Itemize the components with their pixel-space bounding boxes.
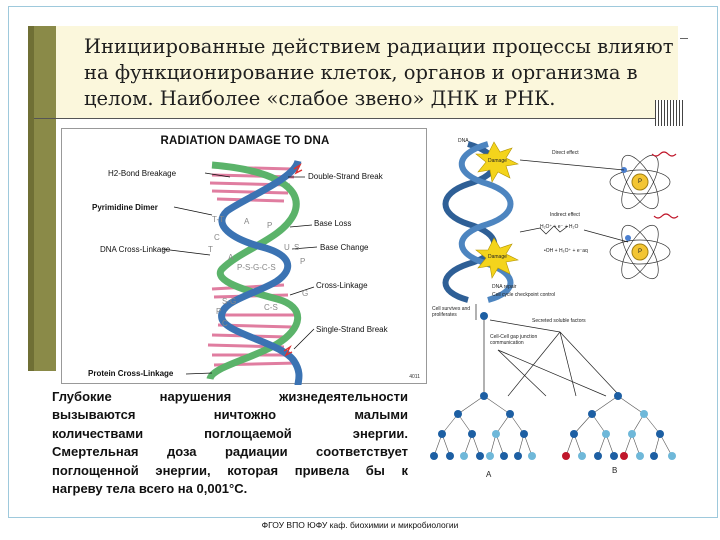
particle-label-top: P xyxy=(638,179,643,185)
gap-junction-label: Cell-Cell gap junction communication xyxy=(490,334,538,346)
figure-title: RADIATION DAMAGE TO DNA xyxy=(160,135,330,147)
title-decorative-rule xyxy=(655,100,683,126)
title-line-2: на функционирование клеток, органов и организма в xyxy=(84,61,638,84)
side-accent-stripe xyxy=(28,26,34,371)
particle-label-bottom: P xyxy=(638,249,643,255)
label-double-strand-break: Double-Strand Break xyxy=(308,172,383,181)
figure-number: 4011 xyxy=(409,374,420,380)
base-letter: T xyxy=(208,245,213,254)
corner-tick xyxy=(680,38,688,39)
body-line-4: Смертельная доза радиации соответствует xyxy=(52,444,408,460)
panel-a-label: A xyxy=(486,470,492,479)
flow-arrows xyxy=(476,160,628,396)
dna-repair-label: DNA repair xyxy=(492,284,517,290)
body-line-2: вызываются ничтожно малыми xyxy=(52,407,408,423)
title-line-1: Инициированные действием радиации процессы влияют xyxy=(84,35,674,58)
base-letter: P-S-G-C-S xyxy=(237,263,276,272)
base-letter: A xyxy=(228,253,234,262)
label-protein-cross-linkage: Protein Cross-Linkage xyxy=(88,369,174,378)
body-line-6: нагреву тела всего на 0,001°С. xyxy=(52,481,248,497)
checkpoint-label: Cell cycle checkpoint control xyxy=(492,292,556,298)
secreted-factors-label: Secreted soluble factors xyxy=(532,318,586,324)
base-letter: S xyxy=(294,243,300,252)
base-letter: G xyxy=(302,289,309,298)
direct-effect-label: Direct effect xyxy=(552,150,579,156)
cell-survives-label: Cell survives and proliferates xyxy=(432,306,471,318)
base-letter: C-S xyxy=(264,303,278,312)
label-dna-cross-linkage: DNA Cross-Linkage xyxy=(100,245,171,254)
radiation-wave-bottom xyxy=(654,214,678,218)
slide-title xyxy=(84,34,674,112)
label-cross-linkage: Cross-Linkage xyxy=(316,281,368,290)
base-letter: A xyxy=(244,217,250,226)
base-letter: S-G xyxy=(222,297,237,306)
panel-b-label: B xyxy=(612,466,618,475)
base-letter: P xyxy=(267,221,273,230)
base-letter: P xyxy=(300,257,306,266)
cell-lineage-tree-b xyxy=(566,396,672,456)
body-line-3: количествами поглощаемой энергии. xyxy=(52,425,408,441)
base-letter: C xyxy=(214,233,220,242)
reaction-1: H₂O⁺ + e⁻ + H₂O xyxy=(540,224,579,230)
title-line-3: целом. Наиболее «слабое звено» ДНК и РНК. xyxy=(84,87,556,110)
footer-text: ФГОУ ВПО ЮФУ каф. биохимии и микробиологии xyxy=(261,520,459,530)
label-single-strand-break: Single-Strand Break xyxy=(316,325,388,334)
indirect-effect-label: Indirect effect xyxy=(550,212,580,218)
damage-label-top: Damage xyxy=(488,158,507,164)
base-letter: P xyxy=(216,307,222,316)
base-letter: T-T xyxy=(212,215,224,224)
label-pyrimidine-dimer: Pyrimidine Dimer xyxy=(92,203,158,212)
dna-damage-figure xyxy=(61,128,427,384)
radiation-effects-diagram xyxy=(428,134,690,484)
body-paragraph xyxy=(52,388,408,498)
reaction-2: •OH + H₃O⁺ + e⁻aq xyxy=(544,248,588,254)
label-base-change: Base Change xyxy=(320,243,369,252)
base-letter: U xyxy=(284,243,290,252)
damage-label-bottom: Damage xyxy=(488,254,507,260)
body-line-1: Глубокие нарушения жизнедеятельности xyxy=(52,389,408,404)
title-divider xyxy=(34,118,664,119)
label-h2-bond-breakage: H2-Bond Breakage xyxy=(108,169,177,178)
radiation-wave-top xyxy=(652,152,676,156)
body-line-5: поглощенной энергии, которая привела бы к xyxy=(52,462,408,478)
label-base-loss: Base Loss xyxy=(314,219,352,228)
dna-helix-illustration xyxy=(62,129,428,385)
cell-lineage-tree-a xyxy=(434,396,532,456)
base-letter: C xyxy=(222,319,228,328)
dna-label: DNA xyxy=(458,138,469,144)
